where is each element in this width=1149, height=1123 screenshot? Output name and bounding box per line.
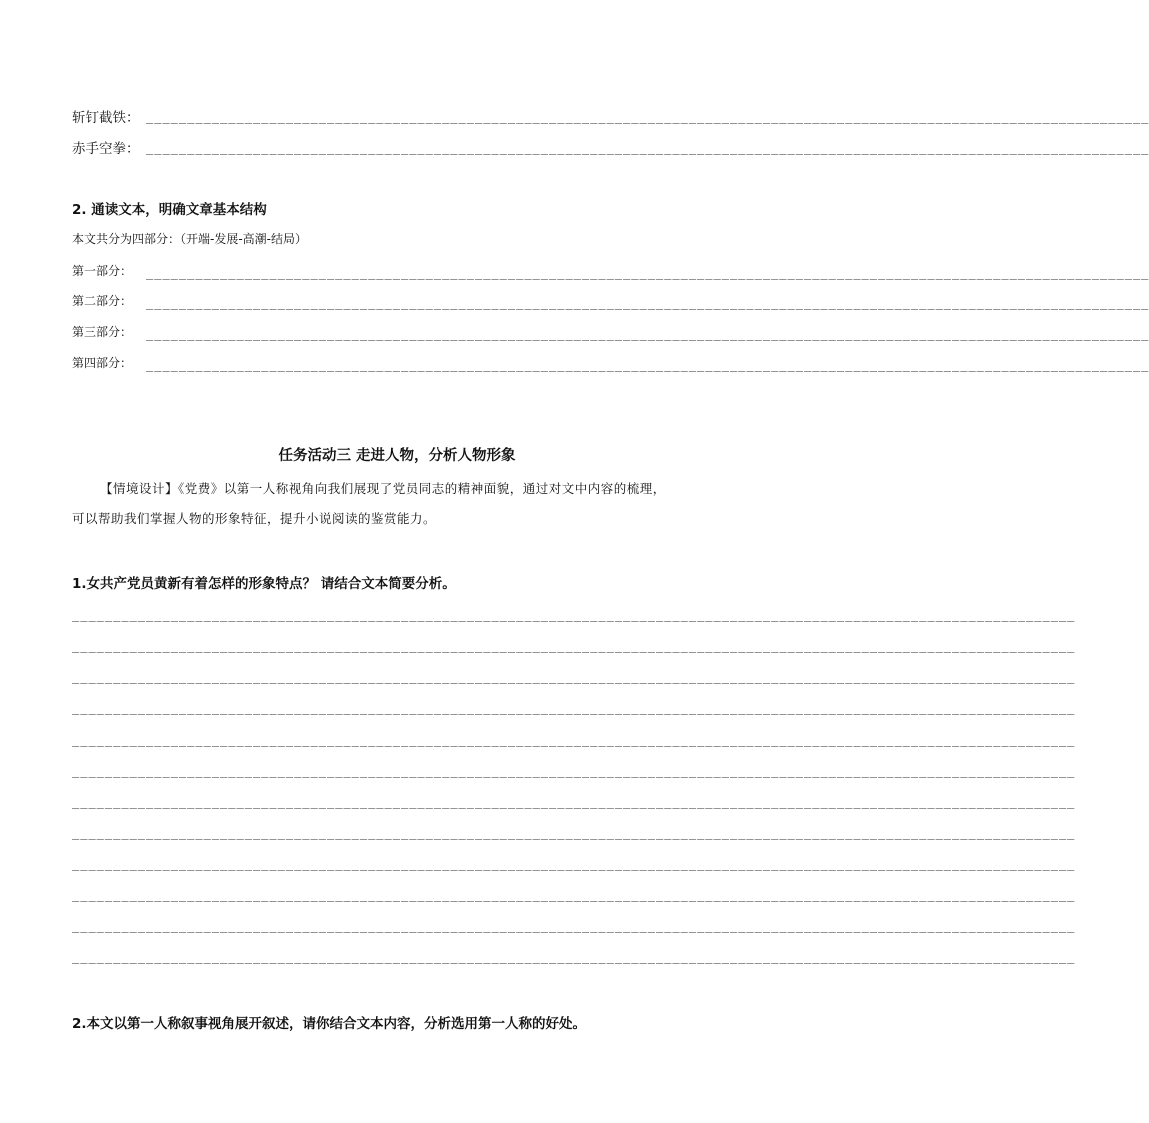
question-1: 1.女共产党员黄新有着怎样的形象特点？ 请结合文本简要分析。 (72, 576, 456, 592)
answer-line-12[interactable]: __________________________________________________________________________________________________________________________ (72, 950, 1076, 964)
answer-blank-vocab-1[interactable]: __________________________________________________________________________________________________________________________ (146, 110, 1149, 124)
answer-blank-part-4[interactable]: __________________________________________________________________________________________________________________________ (146, 358, 1149, 372)
structure-intro: 本文共分为四部分：（开端-发展-高潮-结局） (72, 232, 307, 246)
answer-blank-vocab-2[interactable]: __________________________________________________________________________________________________________________________ (146, 141, 1149, 155)
answer-line-8[interactable]: __________________________________________________________________________________________________________________________ (72, 826, 1076, 840)
answer-line-7[interactable]: __________________________________________________________________________________________________________________________ (72, 795, 1076, 809)
context-paragraph-line-2: 可以帮助我们掌握人物的形象特征，提升小说阅读的鉴赏能力。 (72, 511, 437, 526)
answer-blank-part-3[interactable]: __________________________________________________________________________________________________________________________ (146, 327, 1149, 341)
part-3-label: 第三部分： (72, 325, 133, 339)
part-2-label: 第二部分： (72, 294, 133, 308)
vocab-label-1: 斩钉截铁： (72, 110, 140, 126)
answer-line-2[interactable]: __________________________________________________________________________________________________________________________ (72, 639, 1076, 653)
question-2: 2.本文以第一人称叙事视角展开叙述，请你结合文本内容，分析选用第一人称的好处。 (72, 1016, 587, 1032)
part-1-label: 第一部分： (72, 264, 133, 278)
answer-line-3[interactable]: __________________________________________________________________________________________________________________________ (72, 670, 1076, 684)
part-4-label: 第四部分： (72, 356, 133, 370)
answer-line-11[interactable]: __________________________________________________________________________________________________________________________ (72, 919, 1076, 933)
section-2-heading: 2. 通读文本，明确文章基本结构 (72, 202, 267, 218)
answer-line-1[interactable]: __________________________________________________________________________________________________________________________ (72, 608, 1076, 622)
answer-line-5[interactable]: __________________________________________________________________________________________________________________________ (72, 733, 1076, 747)
vocab-label-2: 赤手空拳： (72, 141, 140, 157)
answer-blank-part-2[interactable]: __________________________________________________________________________________________________________________________ (146, 296, 1149, 310)
task-3-title: 任务活动三 走进人物，分析人物形象 (278, 448, 516, 464)
answer-line-6[interactable]: __________________________________________________________________________________________________________________________ (72, 764, 1076, 778)
context-paragraph-line-1: 【情境设计】《党费》以第一人称视角向我们展现了党员同志的精神面貌，通过对文中内容的梳理， (100, 481, 666, 496)
answer-line-9[interactable]: __________________________________________________________________________________________________________________________ (72, 857, 1076, 871)
answer-line-4[interactable]: __________________________________________________________________________________________________________________________ (72, 701, 1076, 715)
answer-blank-part-1[interactable]: __________________________________________________________________________________________________________________________ (146, 266, 1149, 280)
answer-line-10[interactable]: __________________________________________________________________________________________________________________________ (72, 888, 1076, 902)
